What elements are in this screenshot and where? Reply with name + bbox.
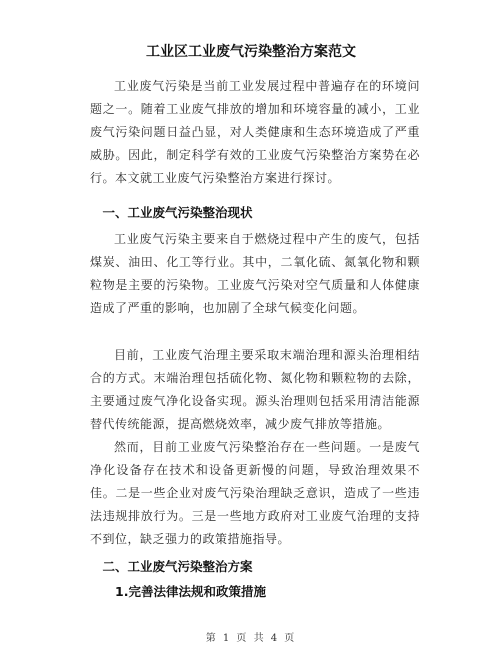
section-heading-status: 一、工业废气污染整治现状 xyxy=(102,205,253,220)
intro-paragraph: 工业废气污染是当前工业发展过程中普遍存在的环境问题之一。随着工业废气排放的增加和环境容量的减小，工业废气污染问题日益凸显，对人类健康和生态环境造成了严重威胁。因此，制定科学有效的工业废气污染整治方案势在必行。本文就工业废气污染整治方案进行探讨。 xyxy=(90,79,420,185)
subsection-heading-laws: 1.完善法律法规和政策措施 xyxy=(115,584,266,599)
page-number-footer: 第 1 页 共 4 页 xyxy=(205,633,297,644)
status-paragraph-3: 然而，目前工业废气污染整治存在一些问题。一是废气净化设备存在技术和设备更新慢的问题，导致治理效果不佳。二是一些企业对废气污染治理缺乏意识，造成了一些违法违规排放行为。三是一些地方政府对工业废气治理的支持不到位，缺乏强力的政策措施指导。 xyxy=(90,440,420,546)
status-paragraph-1: 工业废气污染主要来自于燃烧过程中产生的废气，包括煤炭、油田、化工等行业。其中，二氧化硫、氮氧化物和颗粒物是主要的污染物。工业废气污染对空气质量和人体健康造成了严重的影响，也加剧了全球气候变化问题。 xyxy=(90,232,420,315)
section-heading-plan: 二、工业废气污染整治方案 xyxy=(102,559,253,574)
document-title: 工业区工业废气污染整治方案范文 xyxy=(146,44,356,60)
status-paragraph-2: 目前，工业废气治理主要采取末端治理和源头治理相结合的方式。末端治理包括硫化物、氮化物和颗粒物的去除，主要通过废气净化设备实现。源头治理则包括采用清洁能源替代传统能源，提高燃烧效率，减少废气排放等措施。 xyxy=(90,348,420,431)
